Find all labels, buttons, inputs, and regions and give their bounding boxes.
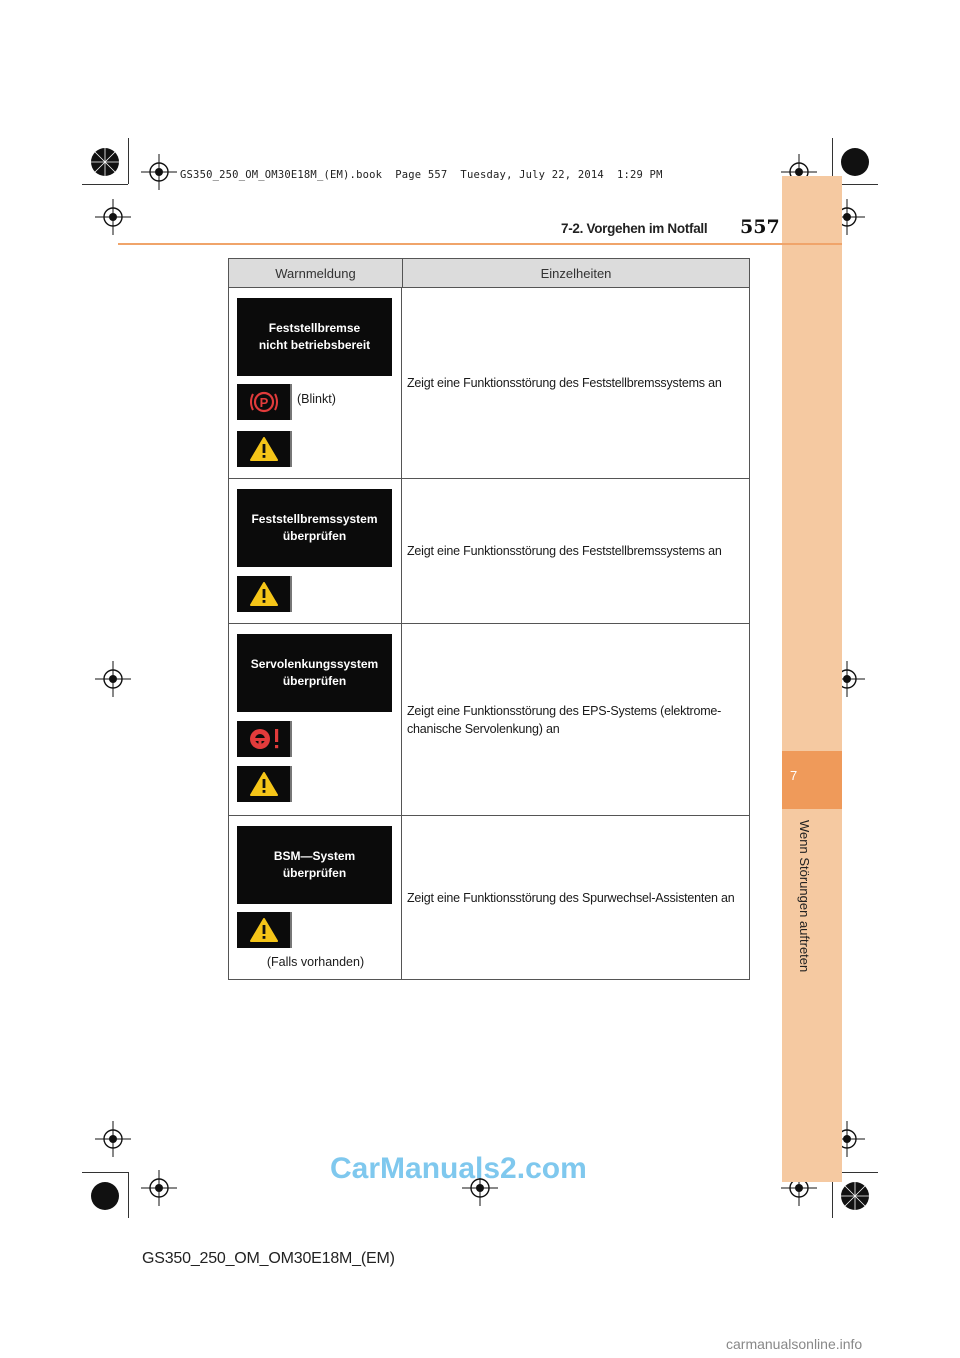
chapter-title: Wenn Störungen auftreten (797, 820, 812, 973)
crosshair-mark-icon (95, 661, 131, 697)
table-row (229, 816, 749, 979)
warning-triangle-icon (237, 576, 292, 612)
warning-cell (229, 288, 402, 478)
section-title: 7-2. Vorgehen im Notfall (561, 221, 708, 236)
steering-warning-icon (237, 721, 292, 757)
registration-mark-icon (87, 144, 123, 180)
crop-line (82, 1172, 128, 1173)
table-row (229, 288, 749, 479)
warning-cell (229, 816, 402, 979)
parking-brake-icon (237, 384, 292, 420)
warning-detail: Zeigt eine Funktionsstörung des Feststellbremssystems an (407, 376, 722, 390)
warning-message-display: BSM—System überprüfen (237, 826, 392, 904)
chapter-side-tab (782, 176, 842, 1182)
header-divider (118, 243, 842, 245)
optional-note: (Falls vorhanden) (266, 955, 365, 969)
column-header-einzelheiten: Einzelheiten (540, 265, 612, 281)
registration-mark-icon (837, 144, 873, 180)
warning-detail: Zeigt eine Funktionsstörung des Feststellbremssystems an (407, 544, 722, 558)
table-row (229, 479, 749, 624)
crop-line (128, 138, 129, 184)
warning-detail: Zeigt eine Funktionsstörung des EPS-Systems (elektrome-chanische Servolenkung) an (407, 703, 722, 736)
column-header-warnmeldung: Warnmeldung (229, 259, 403, 287)
crop-line (82, 184, 128, 185)
warning-table (228, 258, 750, 980)
warning-detail: Zeigt eine Funktionsstörung des Spurwechsel-Assistenten an (407, 890, 735, 905)
crosshair-mark-icon (95, 199, 131, 235)
warning-triangle-icon (237, 766, 292, 802)
warning-cell (229, 479, 402, 623)
crosshair-mark-icon (141, 1170, 177, 1206)
chapter-number: 7 (790, 768, 798, 783)
book-info-line: GS350_250_OM_OM30E18M_(EM).book Page 557 Tuesday, July 22, 2014 1:29 PM (180, 169, 663, 181)
registration-mark-icon (837, 1178, 873, 1214)
crop-line (128, 1172, 129, 1218)
warning-triangle-icon (237, 431, 292, 467)
page-number: 557 (740, 216, 780, 238)
warning-message-display: Feststellbremse nicht betriebsbereit (237, 298, 392, 376)
crosshair-mark-icon (95, 1121, 131, 1157)
watermark-carmanuals2[interactable]: CarManuals2.com (330, 1152, 587, 1185)
warning-triangle-icon (237, 912, 292, 948)
crosshair-mark-icon (141, 154, 177, 190)
watermark-carmanualsonline[interactable]: carmanualsonline.info (726, 1336, 863, 1352)
table-header (229, 259, 749, 288)
warning-cell (229, 624, 402, 815)
warning-message-display: Feststellbremssystem überprüfen (237, 489, 392, 567)
footer-code: GS350_250_OM_OM30E18M_(EM) (142, 1250, 395, 1267)
svg-text:P: P (259, 395, 268, 410)
registration-mark-icon (87, 1178, 123, 1214)
warning-message-display: Servolenkungssystem überprüfen (237, 634, 392, 712)
blink-note: (Blinkt) (297, 392, 336, 406)
table-row (229, 624, 749, 816)
